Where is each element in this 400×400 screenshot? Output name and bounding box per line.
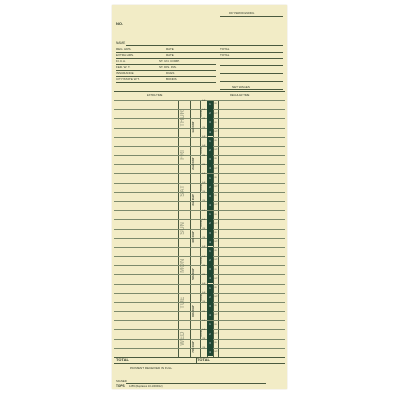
punch-slot-number: 2	[209, 332, 211, 336]
punch-slot-number: 3	[209, 121, 211, 125]
rate-label: RATE	[166, 47, 174, 51]
in-label: IN	[214, 158, 217, 161]
form-number: 1255 (Replaces 10-1000012)	[129, 385, 163, 388]
time-card	[112, 5, 287, 389]
am-label: A.M.	[202, 210, 206, 212]
dues-label: DUES	[166, 71, 175, 75]
punch-slot-number: 3	[209, 268, 211, 272]
total-label: TOTAL	[220, 53, 230, 57]
pm-label: P.M.	[202, 238, 206, 240]
in-label: IN	[214, 103, 217, 106]
am-label: A.M.	[202, 329, 206, 331]
am-label: A.M.	[202, 109, 206, 111]
out-label: OUT	[213, 277, 218, 280]
am-label: A.M.	[202, 284, 206, 286]
payment-received-label: PAYMENT RECEIVED IN FULL	[130, 366, 173, 370]
out-label: OUT	[213, 259, 218, 262]
pm-label: P.M.	[202, 155, 206, 157]
in-label: IN	[214, 140, 217, 143]
total-label: TOTAL	[220, 47, 230, 51]
am-label: A.M.	[202, 100, 206, 102]
punch-slot-number: 1	[209, 139, 211, 143]
bonds-label: BONDS	[166, 77, 177, 81]
out-label: OUT	[213, 296, 218, 299]
pm-label: P.M.	[202, 339, 206, 341]
out-label: OUT	[213, 204, 218, 207]
st-un-comp-label: ST. UN. COMP.	[159, 59, 180, 63]
noon-label: NOON	[201, 110, 203, 117]
day-label: 3rd DAY	[191, 194, 195, 207]
signed-label: SIGNED	[116, 379, 127, 383]
am-label: A.M.	[202, 256, 206, 258]
pm-label: P.M.	[202, 128, 206, 130]
in-label: IN	[214, 286, 217, 289]
am-label: A.M.	[202, 293, 206, 295]
pm-label: P.M.	[202, 274, 206, 276]
in-label: IN	[214, 121, 217, 124]
punch-slot-number: 2	[209, 222, 211, 226]
out-label: OUT	[213, 149, 218, 152]
am-label: A.M.	[202, 183, 206, 185]
punch-slot-number: 4	[209, 240, 211, 244]
out-label: OUT	[213, 167, 218, 170]
am-label: A.M.	[202, 320, 206, 322]
total-regular-label: TOTAL	[197, 357, 210, 362]
brand-logo: TOPS	[116, 384, 125, 388]
out-label: OUT	[213, 332, 218, 335]
punch-slot-number: 1	[209, 176, 211, 180]
day-label: 2nd DAY	[191, 157, 195, 170]
out-label: OUT	[213, 241, 218, 244]
pay-period-label: PAY PERIOD ENDING	[229, 12, 255, 15]
pm-label: P.M.	[202, 348, 206, 350]
punch-slot-number: 2	[209, 259, 211, 263]
punch-slot-number: 3	[209, 231, 211, 235]
day-label: 4th DAY	[191, 231, 195, 243]
weekday-watermark: SAT	[180, 186, 186, 198]
day-label: 6th DAY	[191, 304, 195, 317]
in-label: IN	[214, 250, 217, 253]
punch-slot-number: 4	[209, 350, 211, 354]
st-dis-ins-label: ST. DIS. INS.	[159, 65, 177, 69]
punch-slot-number: 4	[209, 167, 211, 171]
am-label: A.M.	[202, 219, 206, 221]
out-label: OUT	[213, 185, 218, 188]
rate-label: RATE	[166, 53, 174, 57]
in-label: IN	[214, 268, 217, 271]
punch-slot-number: 4	[209, 277, 211, 281]
pm-label: P.M.	[202, 118, 206, 120]
insurance-label: INSURANCE	[116, 71, 134, 75]
extra-time-label: EXTRA TIME	[147, 94, 163, 97]
city-state-wt-label: CITY/STATE W.T.	[116, 77, 140, 81]
punch-slot-number: 4	[209, 314, 211, 318]
pm-label: P.M.	[202, 265, 206, 267]
punch-slot-number: 3	[209, 194, 211, 198]
am-label: A.M.	[202, 247, 206, 249]
punch-slot-number: 4	[209, 204, 211, 208]
weekday-watermark: THUR	[180, 110, 186, 127]
extra-hrs-label: EXTRA HRS.	[116, 53, 134, 57]
out-label: OUT	[213, 351, 218, 354]
punch-slot-number: 2	[209, 112, 211, 116]
noon-label: NOON	[201, 183, 203, 191]
am-label: A.M.	[202, 173, 206, 175]
weekday-watermark: SUN	[180, 222, 186, 235]
name-label: NAME	[116, 41, 126, 45]
weekday-watermark: WED	[180, 331, 186, 346]
out-label: OUT	[213, 314, 218, 317]
regular-time-label: REGULAR TIME	[230, 94, 250, 97]
punch-slot-number: 2	[209, 295, 211, 299]
punch-slot-number: 2	[209, 185, 211, 189]
pm-label: P.M.	[202, 201, 206, 203]
pm-label: P.M.	[202, 164, 206, 166]
punch-slot-number: 1	[209, 323, 211, 327]
in-label: IN	[214, 342, 217, 345]
pm-label: P.M.	[202, 192, 206, 194]
punch-slot-number: 4	[209, 130, 211, 134]
punch-slot-number: 1	[209, 286, 211, 290]
out-label: OUT	[213, 130, 218, 133]
pm-label: P.M.	[202, 311, 206, 313]
am-label: A.M.	[202, 146, 206, 148]
noon-label: NOON	[201, 220, 203, 227]
noon-label: NOON	[201, 293, 203, 301]
weekday-watermark: TUE	[180, 295, 186, 308]
total-extra-label: TOTAL	[116, 357, 129, 362]
day-label: 5th DAY	[191, 268, 195, 280]
out-label: OUT	[213, 222, 218, 225]
in-label: IN	[214, 213, 217, 216]
day-label: 1st DAY	[191, 121, 195, 133]
in-label: IN	[214, 231, 217, 234]
net-wages-label: NET WAGES	[232, 85, 250, 89]
noon-label: NOON	[201, 330, 203, 338]
pm-label: P.M.	[202, 302, 206, 304]
in-label: IN	[214, 305, 217, 308]
weekday-watermark: MON	[180, 258, 186, 273]
punch-slot-number: 3	[209, 305, 211, 309]
punch-slot-number: 1	[209, 249, 211, 253]
in-label: IN	[214, 176, 217, 179]
punch-slot-number: 2	[209, 148, 211, 152]
pm-label: P.M.	[202, 229, 206, 230]
punch-slot-number: 1	[209, 103, 211, 107]
punch-slot-number: 1	[209, 213, 211, 217]
in-label: IN	[214, 195, 217, 198]
am-label: A.M.	[202, 137, 206, 139]
fica-label: F.I.C.A.	[116, 59, 126, 63]
punch-slot-number: 3	[209, 341, 211, 345]
fed-wt-label: FED. W. T.	[116, 65, 131, 69]
out-label: OUT	[213, 112, 218, 115]
noon-label: NOON	[201, 146, 203, 154]
noon-label: NOON	[201, 257, 203, 264]
weekday-watermark: FRI	[180, 150, 186, 160]
number-label: NO.	[116, 21, 124, 26]
reg-hrs-label: REG. HRS.	[116, 47, 132, 51]
punch-slot-number: 3	[209, 158, 211, 162]
day-label: 7th DAY	[191, 341, 195, 353]
time-grid	[114, 100, 285, 357]
in-label: IN	[214, 323, 217, 326]
